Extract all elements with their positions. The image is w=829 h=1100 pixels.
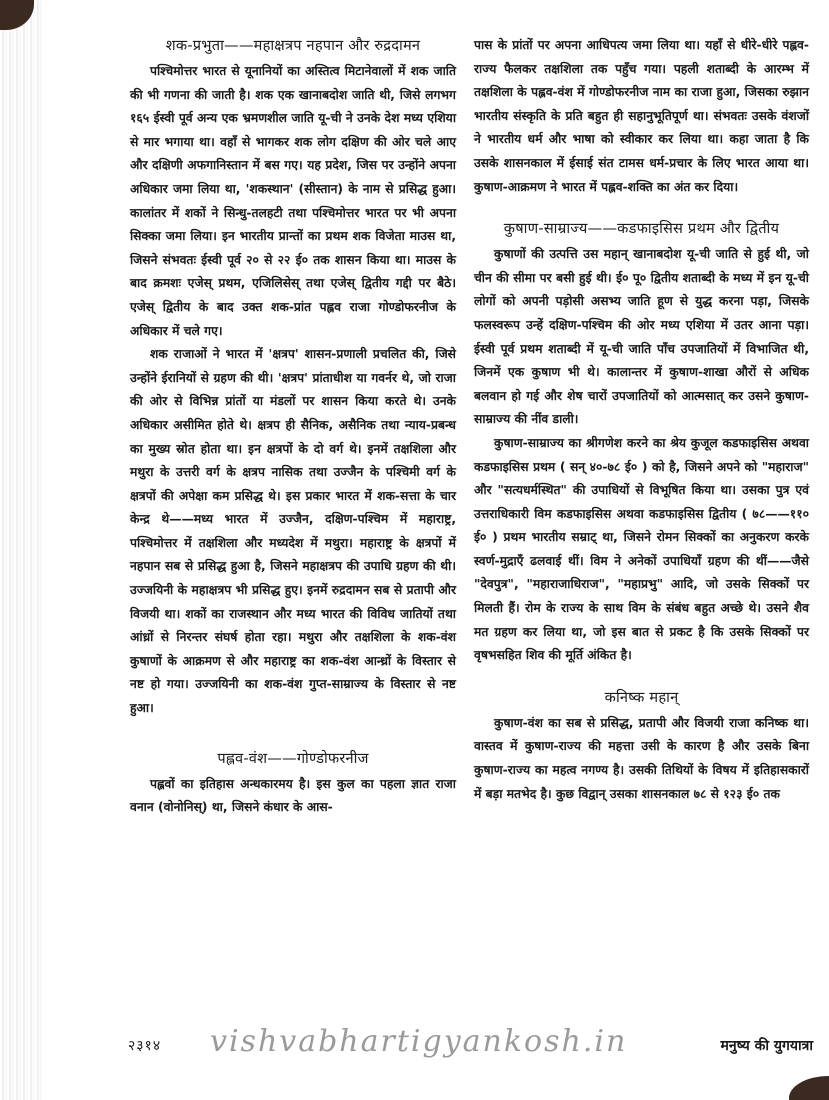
paragraph: कुषाण-वंश का सब से प्रसिद्ध, प्रतापी और विजयी राजा कनिष्क था। वास्तव में कुषाण-राज्य की महत्ता उसी के कारण है और उसके बिना कुषाण-राज्य का महत्व नगण्य है। उसकी तिथियों के विषय में इतिहासकारों में बड़ा मतभेद है। कुछ विद्वान् उसका शासनकाल ७८ से १२३ ई० तक [474, 715, 809, 801]
paragraph-continuation: पास के प्रांतों पर अपना आधिपत्य जमा लिया था। यहाँ से धीरे-धीरे पह्लव-राज्य फैलकर तक्षशिला तक पहुँच गया। पहली शताब्दी के आरम्भ में तक्षशिला के पह्लव-वंश में गोण्डोफरनीज नाम का राजा हुआ, जिसका रुझान भारतीय संस्कृति के प्रति बहुत ही सहानुभूतिपूर्ण था। संभवतः उसके वंशजों ने भारतीय धर्म और भाषा को स्वीकार कर लिया था। कहा जाता है कि उसके शासनकाल में ईसाई संत टामस धर्म-प्रचार के लिए भारत आया था। कुषाण-आक्रमण ने भारत में पह्लव-शक्ति का अंत कर दिया। [474, 38, 809, 194]
book-cover-corner [789, 1076, 829, 1100]
section-heading-pahlava: पह्लव-वंश——गोण्डोफरनीज [217, 749, 369, 767]
book-title: मनुष्य की युगयात्रा [720, 1038, 813, 1054]
section-heading-kanishka: कनिष्क महान् [604, 688, 679, 706]
section-heading-shaka: शक-प्रभुता——महाक्षत्रप नहपान और रुद्रदामन [165, 37, 421, 54]
paragraph: कुषाणों की उत्पत्ति उस महान् खानाबदोश यू-ची जाति से हुई थी, जो चीन की सीमा पर बसी हुई थी। ई० पू० द्वितीय शताब्दी के मध्य में इन यू-ची लोगों को अपनी पड़ोसी असभ्य जाति हूण से युद्ध करना पड़ा, जिसके फलस्वरूप उन्हें दक्षिण-पश्चिम की ओर मध्य एशिया में उतर आना पड़ा। ईस्वी पूर्व प्रथम शताब्दी में यू-ची जाति पाँच उपजातियों में विभाजित थी, जिनमें एक कुषाण भी थे। कालान्तर में कुषाण-शाखा औरों से अधिक बलवान हो गई और शेष चारों उपजातियों को आत्मसात् कर उसने कुषाण-साम्राज्य की नींव डाली। [474, 247, 809, 427]
watermark: vishvabhartigyankosh.in [210, 1024, 628, 1059]
page-footer [128, 1024, 813, 1060]
paragraph: शक राजाओं ने भारत में 'क्षत्रप' शासन-प्रणाली प्रचलित की, जिसे उन्होंने ईरानियों से ग्रहण की थी। 'क्षत्रप' प्रांताधीश या गवर्नर थे, जो राजा की ओर से विभिन्न प्रांतों या मंडलों पर शासन किया करते थे। उनके अधिकार असीमित होते थे। क्षत्रप ही सैनिक, असैनिक तथा न्याय-प्रबन्ध का मुख्य स्रोत होता था। इन क्षत्रपों के दो वर्ग थे। इनमें तक्षशिला और मथुरा के उत्तरी वर्ग के क्षत्रप नासिक तथा उज्जैन के पश्चिमी वर्ग के क्षत्रपों की अपेक्षा कम प्रसिद्ध थे। इस प्रकार भारत में शक-सत्ता के चार केन्द्र थे——मध्य भारत में उज्जैन, दक्षिण-पश्चिम में महाराष्ट्र, पश्चिमोत्तर में तक्षशिला और मध्यदेश में मथुरा। महाराष्ट्र के क्षत्रपों में नहपान सब से प्रसिद्ध हुआ है, जिसने महाक्षत्रप की उपाधि ग्रहण की थी। उज्जयिनी के महाक्षत्रप भी प्रसिद्ध हुए। इनमें रुद्रदामन सब से प्रतापी और विजयी था। शकों का राजस्थान और मध्य भारत की विविध जातियों तथा आंध्रों से निरन्तर संघर्ष होता रहा। मथुरा और तक्षशिला के शक-वंश कुषाणों के आक्रमण से और महाराष्ट्र का शक-वंश आन्ध्रों के विस्तार से नष्ट हो गया। उज्जयिनी का शक-वंश गुप्त-साम्राज्य के विस्तार से नष्ट हुआ। [130, 347, 456, 716]
book-page-edge [0, 0, 42, 1100]
right-column [474, 34, 809, 806]
paragraph: पह्लवों का इतिहास अन्धकारमय है। इस कुल का पहला ज्ञात राजा वनान (वोनोनिस्) था, जिसने कंधार के आस- [130, 776, 456, 815]
paragraph: कुषाण-साम्राज्य का श्रीगणेश करने का श्रेय कुजूल कडफाइसिस अथवा कडफाइसिस प्रथम ( सन् ४०-७८ ई० ) को है, जिसने अपने को "महाराज" और "सत्यधर्मस्थित" की उपाधियों से विभूषित किया था। उसका पुत्र एवं उत्तराधिकारी विम कडफाइसिस अथवा कडफाइसिस द्वितीय ( ७८——११० ई० ) प्रथम भारतीय सम्राट् था, जिसने रोमन सिक्कों का अनुकरण करके स्वर्ण-मुद्राएँ ढलवाई थीं। विम ने अनेकों उपाधियाँ ग्रहण की थीं——जैसे "देवपुत्र", "महाराजाधिराज", "महाप्रभु" आदि, जो उसके सिक्कों पर मिलती हैं। रोम के राज्य के साथ विम के संबंध बहुत अच्छे थे। उसने शैव मत ग्रहण कर लिया था, जो इस बात से प्रकट है कि उसके सिक्कों पर वृषभसहित शिव की मूर्ति अंकित है। [474, 435, 809, 663]
section-heading-kushana: कुषाण-साम्राज्य——कडफाइसिस प्रथम और द्वितीय [503, 220, 780, 238]
paragraph: पश्चिमोत्तर भारत से यूनानियों का अस्तित्व मिटानेवालों में शक जाति की भी गणना की जाती है। शक एक खानाबदोश जाति थी, जिसे लगभग १६५ ईस्वी पूर्व अन्य एक भ्रमणशील जाति यू-ची ने उनके देश मध्य एशिया से मार भगाया था। वहाँ से भागकर शक लोग दक्षिण की ओर चले आए और दक्षिणी अफगानिस्तान में बस गए। यह प्रदेश, जिस पर उन्होंने अपना अधिकार जमा लिया था, 'शकस्थान' (सीस्तान) के नाम से प्रसिद्ध हुआ। कालांतर में शकों ने सिन्धु-तलहटी तथा पश्चिमोत्तर भारत पर भी अपना सिक्का जमा लिया। इन भारतीय प्रान्तों का प्रथम शक विजेता माउस था, जिसने संभवतः ईस्वी पूर्व २० से २२ ई० तक शासन किया था। माउस के बाद क्रमशः एजेस् प्रथम, एजिलिसेस् तथा एजेस् द्वितीय गद्दी पर बैठे। एजेस् द्वितीय के बाद उक्त शक-प्रांत पह्लव राजा गोण्डोफरनीज के अधिकार में चले गए। [130, 64, 456, 338]
left-column [130, 30, 456, 820]
page-number: २३१४ [128, 1038, 162, 1054]
